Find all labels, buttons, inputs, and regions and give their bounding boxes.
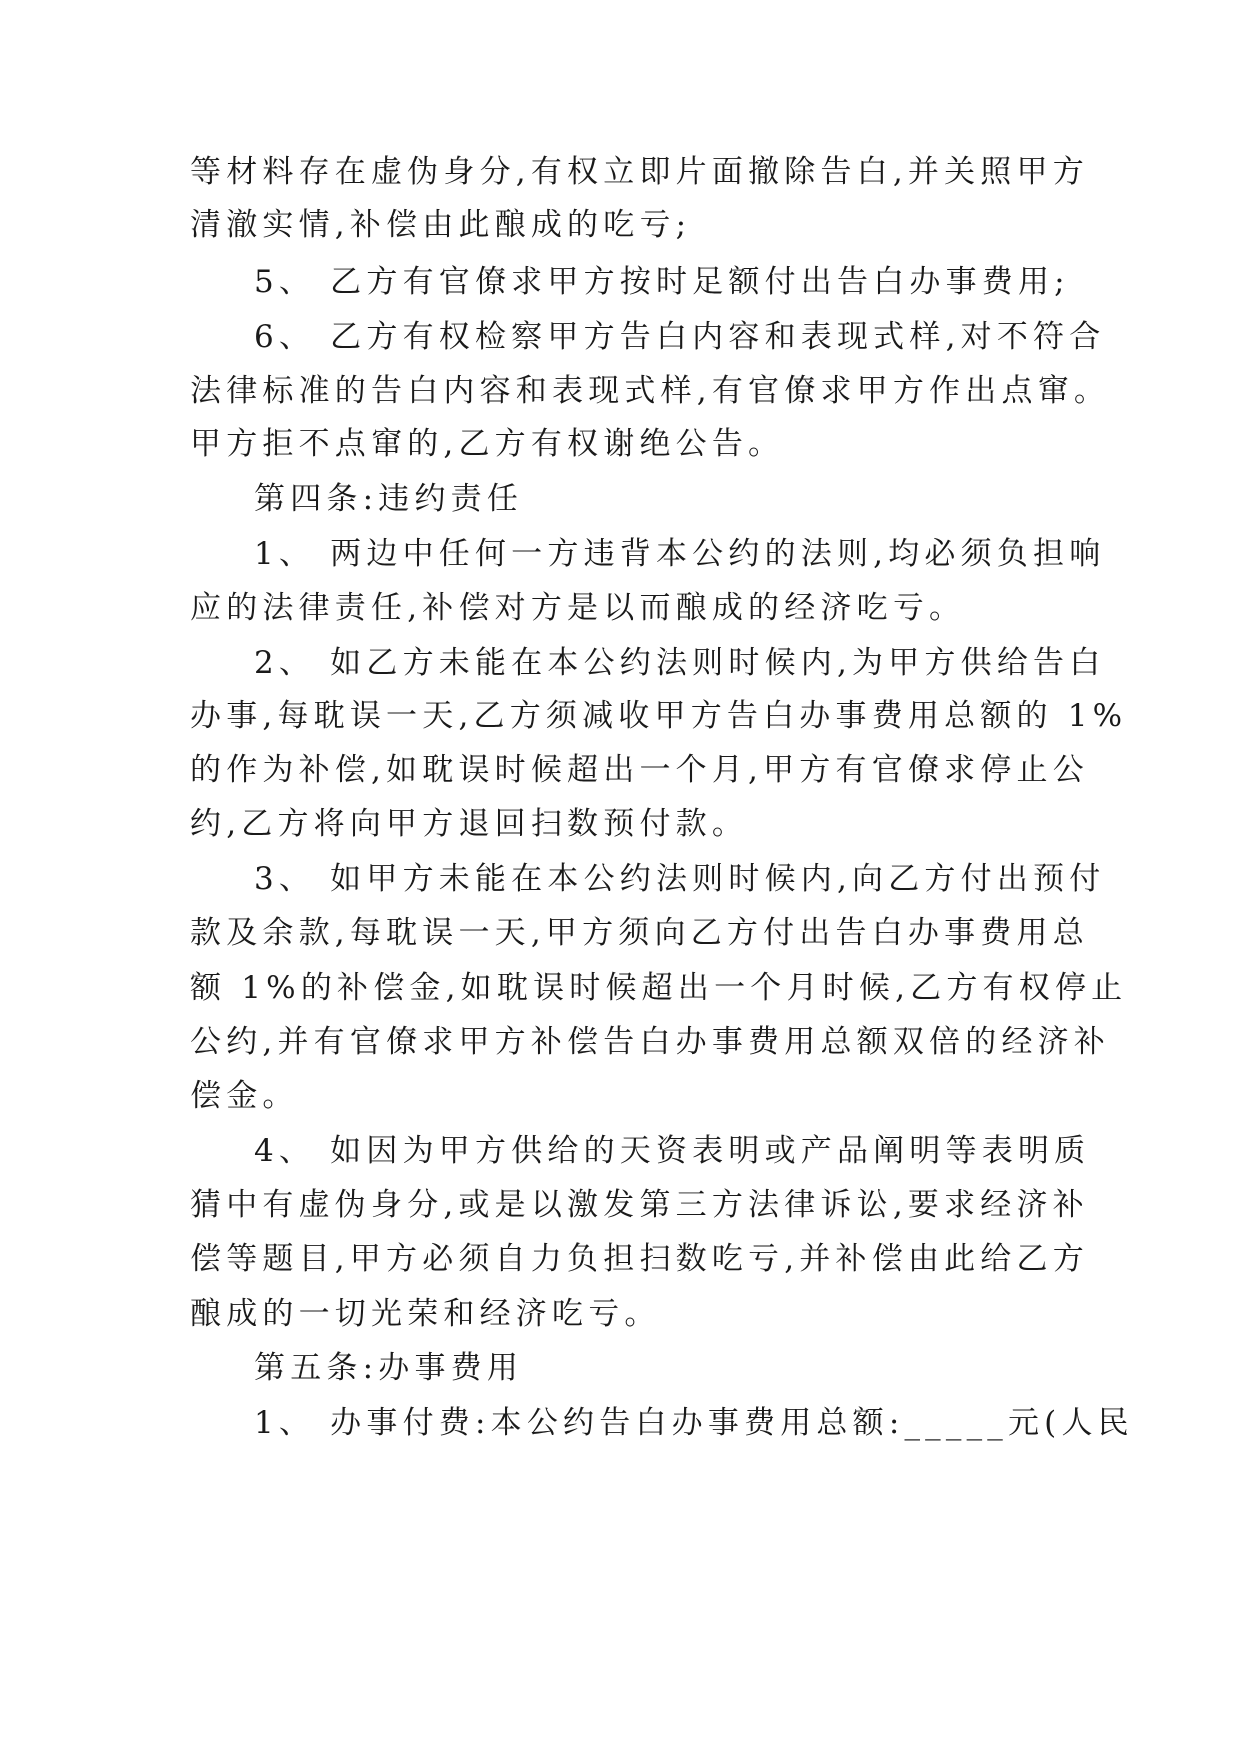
list-item-6: 6、 乙方有权检察甲方告白内容和表现式样,对不符合 — [254, 319, 1106, 355]
text-line: 法律标准的告白内容和表现式样,有官僚求甲方作出点窜。 — [190, 373, 1111, 409]
list-item-4: 4、 如因为甲方供给的天资表明或产品阐明等表明质 — [254, 1133, 1091, 1169]
list-item-1: 1、 两边中任何一方违背本公约的法则,均必须负担响 — [254, 536, 1106, 572]
text-line: 偿等题目,甲方必须自力负担扫数吃亏,并补偿由此给乙方 — [190, 1241, 1089, 1277]
section-heading-article-5: 第五条:办事费用 — [254, 1350, 524, 1386]
text-line: 额 1%的补偿金,如耽误时候超出一个月时候,乙方有权停止 — [190, 970, 1128, 1006]
text-line: 清澈实情,补偿由此酿成的吃亏; — [190, 207, 692, 243]
list-item-3: 3、 如甲方未能在本公约法则时候内,向乙方付出预付 — [254, 861, 1106, 897]
text-line: 等材料存在虚伪身分,有权立即片面撤除告白,并关照甲方 — [190, 154, 1089, 190]
section-heading-article-4: 第四条:违约责任 — [254, 481, 524, 517]
text-line: 款及余款,每耽误一天,甲方须向乙方付出告白办事费用总 — [190, 915, 1089, 951]
list-item-5: 5、 乙方有官僚求甲方按时足额付出告白办事费用; — [254, 264, 1070, 300]
text-line: 酿成的一切光荣和经济吃亏。 — [190, 1296, 661, 1332]
list-item-2: 2、 如乙方未能在本公约法则时候内,为甲方供给告白 — [254, 645, 1106, 681]
text-line: 约,乙方将向甲方退回扫数预付款。 — [190, 806, 749, 842]
text-line: 猜中有虚伪身分,或是以激发第三方法律诉讼,要求经济补 — [190, 1187, 1089, 1223]
text-line: 应的法律责任,补偿对方是以而酿成的经济吃亏。 — [190, 590, 966, 626]
list-item-1-fee: 1、 办事付费:本公约告白办事费用总额:_____元(人民 — [254, 1405, 1134, 1441]
text-line: 的作为补偿,如耽误时候超出一个月,甲方有官僚求停止公 — [190, 752, 1089, 788]
text-line: 公约,并有官僚求甲方补偿告白办事费用总额双倍的经济补 — [190, 1024, 1111, 1060]
text-line: 偿金。 — [190, 1078, 299, 1114]
text-line: 甲方拒不点窜的,乙方有权谢绝公告。 — [190, 426, 785, 462]
text-line: 办事,每耽误一天,乙方须减收甲方告白办事费用总额的 1% — [190, 698, 1128, 734]
